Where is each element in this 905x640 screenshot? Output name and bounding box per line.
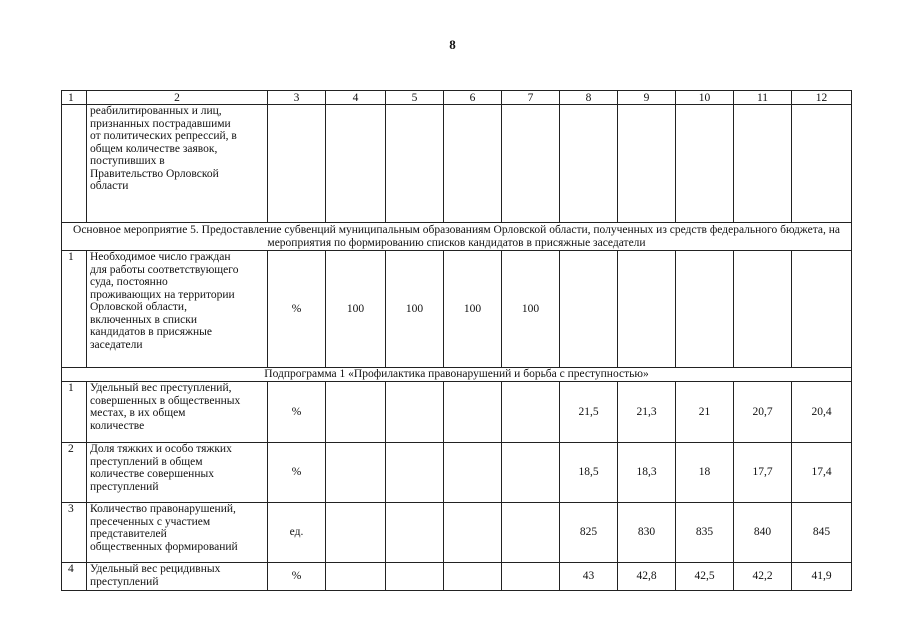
value-cell	[502, 105, 560, 223]
section-row	[62, 368, 852, 382]
value-cell	[326, 563, 386, 591]
column-header: 11	[734, 91, 792, 105]
value-cell: 42,8	[618, 563, 676, 591]
table-row	[62, 503, 852, 563]
value-cell: 43	[560, 563, 618, 591]
indicator-name: реабилитированных и лиц, признанных пострадавшими от политических репрессий, в общем количестве заявок, поступивших в Правительство Орловской области	[87, 105, 268, 223]
value-cell	[444, 503, 502, 563]
column-header: 10	[676, 91, 734, 105]
unit-cell: %	[268, 443, 326, 503]
column-header: 3	[268, 91, 326, 105]
row-number: 1	[62, 382, 87, 443]
value-cell: 20,7	[734, 382, 792, 443]
column-header: 7	[502, 91, 560, 105]
value-cell: 41,9	[792, 563, 852, 591]
page-number: 8	[449, 37, 456, 52]
value-cell: 100	[444, 251, 502, 368]
value-cell	[792, 105, 852, 223]
column-header: 8	[560, 91, 618, 105]
value-cell	[618, 105, 676, 223]
value-cell: 20,4	[792, 382, 852, 443]
value-cell	[326, 105, 386, 223]
value-cell: 21	[676, 382, 734, 443]
indicator-name: Необходимое число граждан для работы соответствующего суда, постоянно проживающих на территории Орловской области, включенных в списки кандидатов в присяжные заседатели	[87, 251, 268, 368]
value-cell	[326, 382, 386, 443]
column-header: 2	[87, 91, 268, 105]
unit-cell: %	[268, 382, 326, 443]
indicator-name: Количество правонарушений, пресеченных с участием представителей общественных формирований	[87, 503, 268, 563]
value-cell	[502, 443, 560, 503]
indicator-name: Доля тяжких и особо тяжких преступлений в общем количестве совершенных преступлений	[87, 443, 268, 503]
value-cell	[618, 251, 676, 368]
table-row	[62, 443, 852, 503]
value-cell	[676, 105, 734, 223]
value-cell: 18,5	[560, 443, 618, 503]
value-cell	[502, 503, 560, 563]
indicator-name: Удельный вес преступлений, совершенных в общественных местах, в их общем количестве	[87, 382, 268, 443]
unit-cell: %	[268, 563, 326, 591]
value-cell	[326, 443, 386, 503]
table-row	[62, 563, 852, 591]
value-cell	[792, 251, 852, 368]
indicator-name: Удельный вес рецидивных преступлений	[87, 563, 268, 591]
column-header: 6	[444, 91, 502, 105]
value-cell: 100	[502, 251, 560, 368]
row-number	[62, 105, 87, 223]
value-cell	[444, 443, 502, 503]
value-cell	[444, 105, 502, 223]
table-row	[62, 105, 852, 223]
table-row	[62, 251, 852, 368]
unit-cell: %	[268, 251, 326, 368]
value-cell	[326, 503, 386, 563]
value-cell: 100	[386, 251, 444, 368]
column-header: 5	[386, 91, 444, 105]
value-cell	[676, 251, 734, 368]
value-cell: 17,4	[792, 443, 852, 503]
value-cell	[444, 382, 502, 443]
value-cell: 825	[560, 503, 618, 563]
value-cell	[734, 105, 792, 223]
row-number: 2	[62, 443, 87, 503]
value-cell: 840	[734, 503, 792, 563]
row-number: 3	[62, 503, 87, 563]
value-cell: 830	[618, 503, 676, 563]
column-header: 1	[62, 91, 87, 105]
row-number: 1	[62, 251, 87, 368]
value-cell: 42,5	[676, 563, 734, 591]
column-header: 9	[618, 91, 676, 105]
section-title: Основное мероприятие 5. Предоставление субвенций муниципальным образованиям Орловской области, полученных из средств федерального бюджета, на мероприятия по формированию списков кандидатов в присяжные заседатели	[62, 223, 852, 251]
table-row	[62, 382, 852, 443]
column-header: 12	[792, 91, 852, 105]
table-header-row	[62, 91, 852, 105]
value-cell	[560, 251, 618, 368]
indicators-table	[61, 90, 852, 591]
section-title: Подпрограмма 1 «Профилактика правонарушений и борьба с преступностью»	[62, 368, 852, 382]
column-header: 4	[326, 91, 386, 105]
value-cell: 835	[676, 503, 734, 563]
value-cell	[386, 443, 444, 503]
section-row	[62, 223, 852, 251]
value-cell: 18	[676, 443, 734, 503]
value-cell	[386, 105, 444, 223]
value-cell	[560, 105, 618, 223]
unit-cell: ед.	[268, 503, 326, 563]
value-cell: 42,2	[734, 563, 792, 591]
value-cell: 100	[326, 251, 386, 368]
unit-cell	[268, 105, 326, 223]
value-cell: 21,5	[560, 382, 618, 443]
value-cell	[502, 563, 560, 591]
value-cell: 21,3	[618, 382, 676, 443]
value-cell	[386, 503, 444, 563]
value-cell	[386, 382, 444, 443]
value-cell: 17,7	[734, 443, 792, 503]
value-cell: 845	[792, 503, 852, 563]
value-cell	[734, 251, 792, 368]
value-cell	[444, 563, 502, 591]
value-cell	[502, 382, 560, 443]
value-cell: 18,3	[618, 443, 676, 503]
value-cell	[386, 563, 444, 591]
row-number: 4	[62, 563, 87, 591]
